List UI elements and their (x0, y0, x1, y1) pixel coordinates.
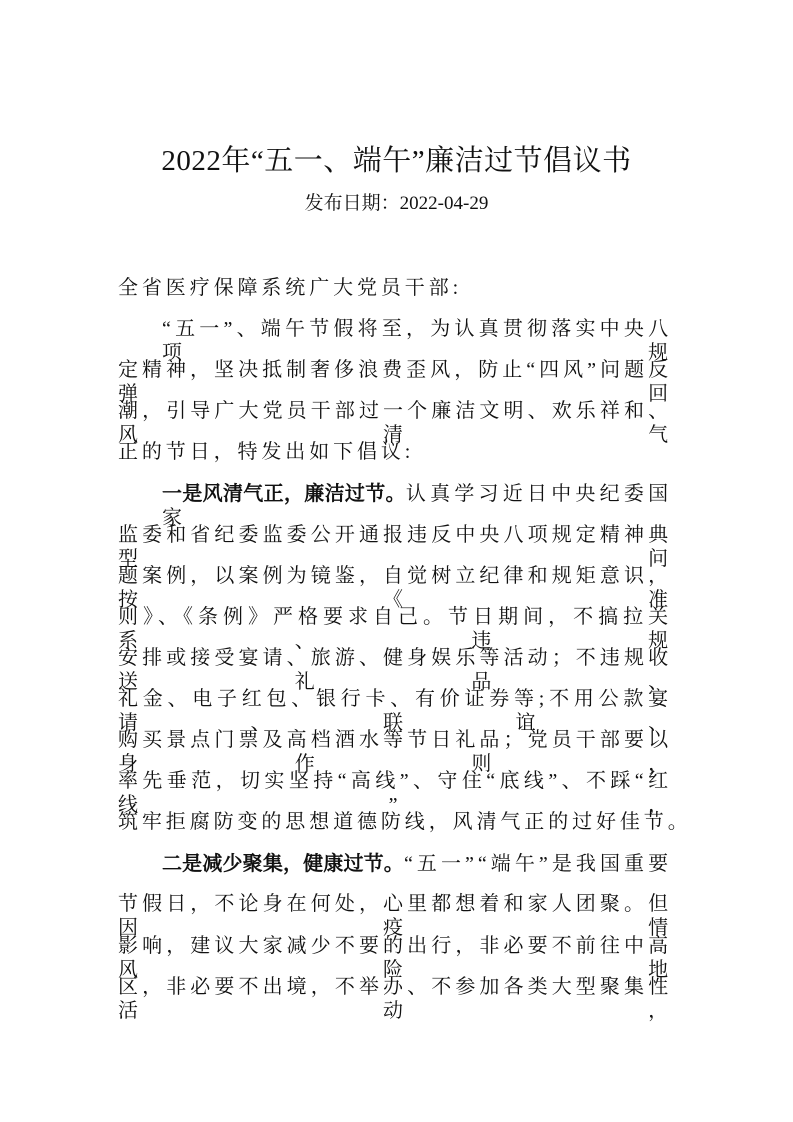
line-text: 率先垂范，切实坚持“高线”、守住“底线”、不踩“红线”， (118, 770, 672, 817)
line-text: “五一”、端午节假将至，为认真贯彻落实中央八项规 (162, 318, 672, 364)
publish-date: 发布日期：2022-04-29 (304, 193, 489, 214)
line-text: 区，非必要不出境，不举办、不参加各类大型聚集性活动， (118, 975, 672, 1022)
line-text: 监委和省纪委监委公开通报违反中央八项规定精神典型问 (118, 523, 672, 570)
section-heading: 一是风清气正，廉洁过节。 (162, 481, 406, 506)
body-line (118, 810, 692, 834)
line-text: 题案例，以案例为镜鉴，自觉树立纪律和规矩意识，按《准 (118, 564, 672, 611)
document-title: 2022年“五一、端午”廉洁过节倡议书 (161, 145, 632, 177)
line-text: 影响，建议大家减少不要的出行，非必要不前往中高风险地 (118, 934, 672, 981)
line-text: 潮，引导广大党员干部过一个廉洁文明、欢乐祥和、风清气 (118, 400, 672, 447)
line-text: 则》、《条例》严格要求自己。节日期间，不搞拉关系、违规 (118, 605, 672, 652)
body-line (118, 440, 672, 464)
salutation: 全省医疗保障系统广大党员干部: (118, 277, 463, 299)
body-line (118, 975, 672, 1023)
line-text: 礼金、电子红包、银行卡、有价证券等;不用公款宴请、联谊、 (118, 687, 672, 734)
section-heading: 二是减少聚集，健康过节。 (162, 851, 404, 876)
body-line (162, 851, 672, 876)
line-text: 安排或接受宴请、旅游、健身娱乐等活动；不违规收送礼品、 (118, 646, 672, 693)
line-text: 正的节日，特发出如下倡议: (118, 441, 415, 464)
line-text: 认真学习近日中央纪委国家 (162, 483, 672, 530)
line-text: 定精神，坚决抵制奢侈浪费歪风，防止“四风”问题反弹回 (118, 359, 672, 406)
line-text: 筑牢拒腐防变的思想道德防线，风清气正的过好佳节。 (118, 811, 692, 834)
line-text: 节假日，不论身在何处，心里都想着和家人团聚。但因疫情 (118, 893, 672, 940)
line-text: “五一”“端午”是我国重要 (403, 853, 673, 876)
line-text: 购买景点门票及高档酒水等节日礼品；党员干部要以身作则， (118, 729, 672, 775)
